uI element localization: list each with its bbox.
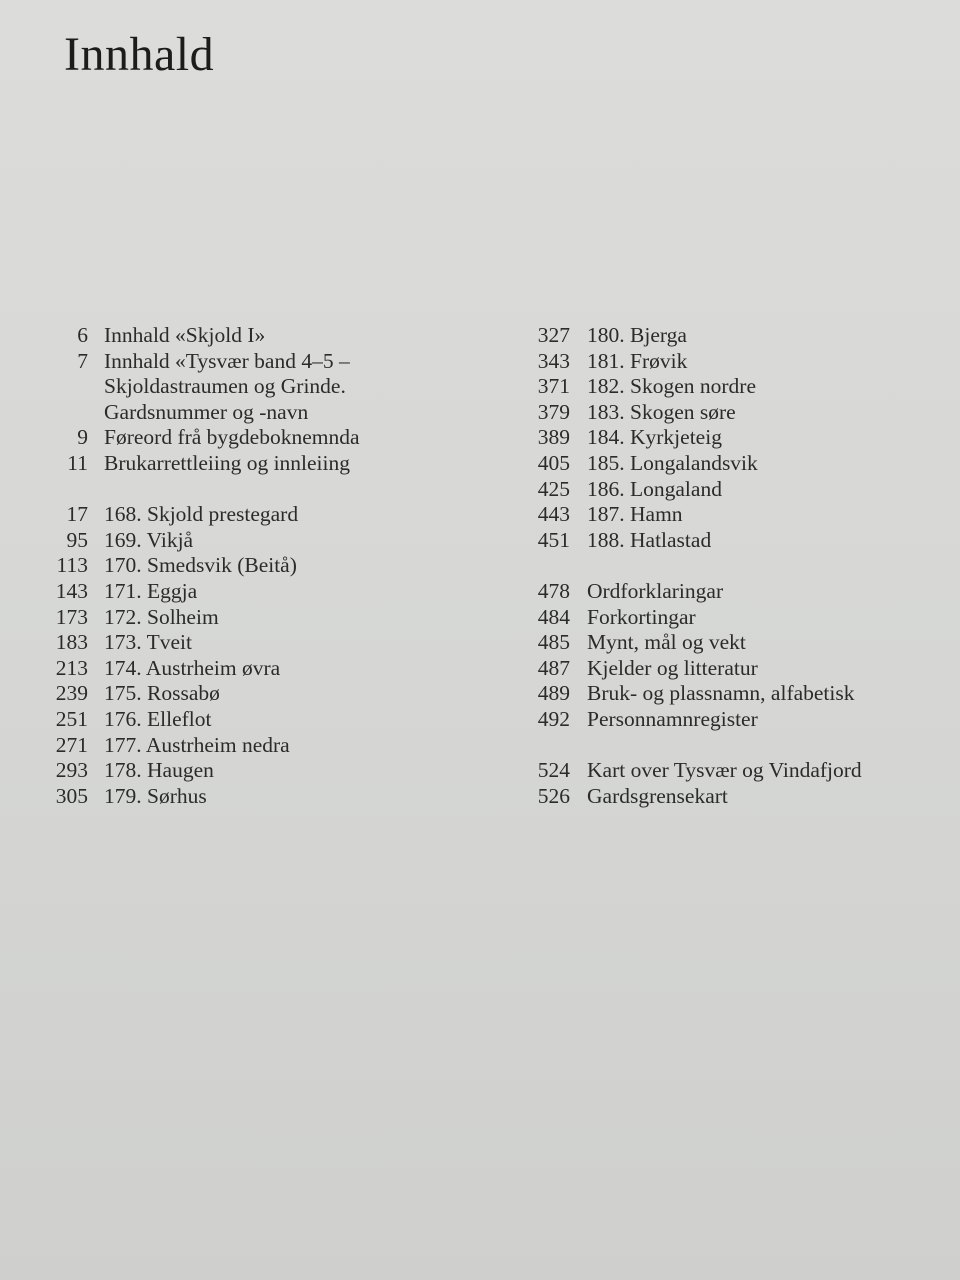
toc-entry-title: 168. Skjold prestegard bbox=[104, 502, 299, 527]
toc-entry bbox=[500, 656, 950, 682]
toc-page-number: 492 bbox=[537, 706, 570, 731]
toc-entry bbox=[0, 758, 500, 784]
toc-entry bbox=[0, 374, 500, 400]
toc-entry-title: Innhald «Tysvær band 4–5 – bbox=[104, 348, 350, 373]
toc-entry-title: Gardsgrensekart bbox=[587, 783, 728, 808]
toc-entry-title: 179. Sørhus bbox=[104, 783, 207, 808]
toc-page-number: 389 bbox=[537, 425, 570, 450]
toc-entry-title: Føreord frå bygdeboknemnda bbox=[104, 425, 360, 450]
toc-page-number: 478 bbox=[537, 578, 570, 603]
toc-entry bbox=[500, 784, 950, 810]
toc-entry bbox=[500, 605, 950, 631]
toc-page-number: 343 bbox=[537, 348, 570, 373]
toc-entry-title: 186. Longaland bbox=[587, 476, 722, 501]
toc-right-column bbox=[500, 323, 950, 809]
toc-entry-title: Skjoldastraumen og Grinde. bbox=[104, 374, 346, 399]
toc-entry bbox=[500, 681, 950, 707]
toc-page-number: 451 bbox=[537, 527, 570, 552]
toc-page-number: 489 bbox=[537, 681, 570, 706]
toc-entry bbox=[0, 323, 500, 349]
toc-page-number: 6 bbox=[77, 323, 88, 347]
toc-page-number: 443 bbox=[537, 502, 570, 527]
toc-entry bbox=[0, 656, 500, 682]
toc-entry-title: 176. Elleflot bbox=[104, 706, 212, 731]
toc-entry bbox=[500, 502, 950, 528]
toc-entry bbox=[500, 400, 950, 426]
toc-entry-title: 184. Kyrkjeteig bbox=[587, 425, 722, 450]
toc-entry bbox=[0, 502, 500, 528]
toc-left-column bbox=[0, 323, 500, 809]
toc-entry bbox=[500, 323, 950, 349]
toc-entry-title: 173. Tveit bbox=[104, 630, 192, 655]
toc-page-number: 524 bbox=[537, 758, 570, 783]
toc-spacer bbox=[500, 733, 950, 759]
toc-entry-title: Forkortingar bbox=[587, 604, 696, 629]
toc-entry-title: Mynt, mål og vekt bbox=[587, 630, 746, 655]
toc-page-number: 183 bbox=[55, 630, 88, 655]
toc-entry bbox=[0, 553, 500, 579]
toc-page-number: 371 bbox=[537, 374, 570, 399]
toc-page-number: 487 bbox=[537, 655, 570, 680]
toc-entry-title: Gardsnummer og -navn bbox=[104, 399, 309, 424]
toc-entry bbox=[500, 758, 950, 784]
toc-page-number: 484 bbox=[537, 604, 570, 629]
toc-entry-title: Brukarrettleiing og innleiing bbox=[104, 450, 351, 475]
toc-page-number: 17 bbox=[66, 502, 88, 527]
toc-entry-title: 187. Hamn bbox=[587, 502, 683, 527]
toc-entry-title: 182. Skogen nordre bbox=[587, 374, 756, 399]
toc-entry-title: Kart over Tysvær og Vindafjord bbox=[587, 758, 862, 783]
toc-page-number: 485 bbox=[537, 630, 570, 655]
toc-entry-title: Ordforklaringar bbox=[587, 578, 724, 603]
toc-entry-title: Innhald «Skjold I» bbox=[104, 323, 266, 347]
toc-entry-title: 175. Rossabø bbox=[104, 681, 220, 706]
toc-spacer bbox=[0, 477, 500, 503]
toc-entry-title: 181. Frøvik bbox=[587, 348, 688, 373]
toc-entry bbox=[500, 477, 950, 503]
toc-page-number: 293 bbox=[55, 758, 88, 783]
toc-entry bbox=[500, 425, 950, 451]
toc-page-number: 143 bbox=[55, 578, 88, 603]
toc-entry bbox=[500, 707, 950, 733]
toc-entry bbox=[500, 579, 950, 605]
toc-entry-title: 185. Longalandsvik bbox=[587, 450, 758, 475]
toc-entry-title: 174. Austrheim øvra bbox=[104, 655, 281, 680]
toc-entry bbox=[500, 349, 950, 375]
toc-page-number: 425 bbox=[537, 476, 570, 501]
toc-page-number: 95 bbox=[66, 527, 88, 552]
toc-page-number: 9 bbox=[77, 425, 88, 450]
toc-page-number: 173 bbox=[55, 604, 88, 629]
toc-entry-title: 188. Hatlastad bbox=[587, 527, 712, 552]
toc-entry-title: 177. Austrheim nedra bbox=[104, 732, 290, 757]
toc-entry bbox=[0, 451, 500, 477]
toc-entry bbox=[500, 528, 950, 554]
toc-entry-title: 169. Vikjå bbox=[104, 527, 194, 552]
toc-entry-title: 180. Bjerga bbox=[587, 323, 687, 347]
toc-entry-title: 183. Skogen søre bbox=[587, 399, 736, 424]
toc-entry bbox=[0, 349, 500, 375]
toc-entry bbox=[0, 733, 500, 759]
toc-entry bbox=[0, 528, 500, 554]
toc-spacer bbox=[500, 553, 950, 579]
toc-entry bbox=[0, 425, 500, 451]
toc-page-number: 11 bbox=[67, 450, 88, 475]
toc-page-number: 271 bbox=[55, 732, 88, 757]
toc-page-number: 239 bbox=[55, 681, 88, 706]
toc-entry bbox=[0, 784, 500, 810]
toc-entry bbox=[500, 630, 950, 656]
toc-entry bbox=[500, 374, 950, 400]
page-title: Innhald bbox=[64, 28, 215, 81]
toc-entry-title: 170. Smedsvik (Beitå) bbox=[104, 553, 297, 578]
toc-entry-title: 171. Eggja bbox=[104, 578, 198, 603]
toc-entry bbox=[0, 707, 500, 733]
toc-entry bbox=[0, 681, 500, 707]
toc-entry-title: Personnamnregister bbox=[587, 706, 758, 731]
toc-entry-title: 172. Solheim bbox=[104, 604, 219, 629]
toc-entry bbox=[0, 630, 500, 656]
toc-entry bbox=[0, 605, 500, 631]
toc-entry-title: Bruk- og plassnamn, alfabetisk bbox=[587, 681, 855, 706]
toc-page-number: 251 bbox=[55, 706, 88, 731]
toc-entry bbox=[500, 451, 950, 477]
toc-entry bbox=[0, 400, 500, 426]
toc-entry bbox=[0, 579, 500, 605]
toc-page-number: 213 bbox=[55, 655, 88, 680]
toc-page-number: 526 bbox=[537, 783, 570, 808]
toc-page-number: 379 bbox=[537, 399, 570, 424]
toc-entry-title: 178. Haugen bbox=[104, 758, 214, 783]
toc-page-number: 327 bbox=[537, 323, 570, 347]
toc-page-number: 305 bbox=[55, 783, 88, 808]
toc-entry-title: Kjelder og litteratur bbox=[587, 655, 758, 680]
toc-page-number: 405 bbox=[537, 450, 570, 475]
toc-page-number: 7 bbox=[77, 348, 88, 373]
toc-page-number: 113 bbox=[56, 553, 88, 578]
